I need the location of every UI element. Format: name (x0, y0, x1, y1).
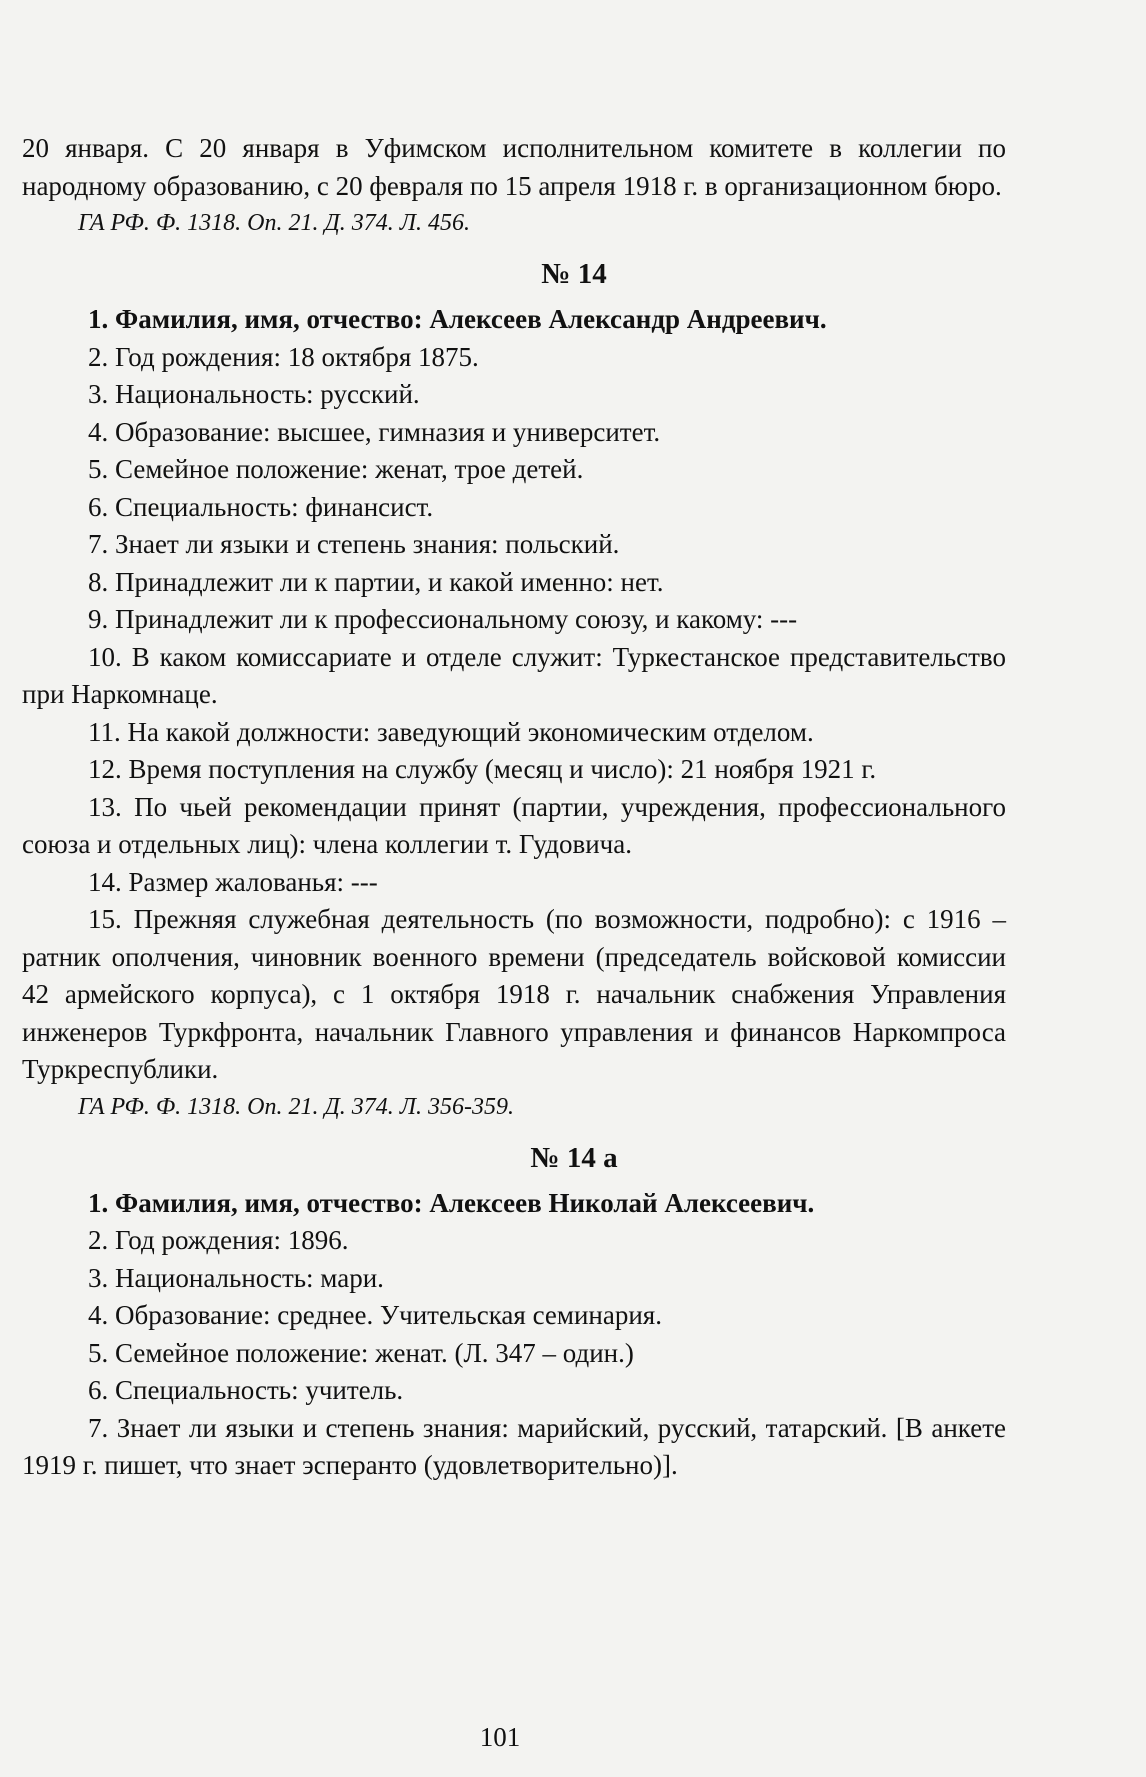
record-14-item-5: 5. Семейное положение: женат, трое детей. (88, 454, 584, 484)
record-14-item-14: 14. Размер жалованья: --- (88, 866, 378, 897)
record-14-heading: № 14 (541, 258, 607, 290)
page-number: 101 (479, 1722, 521, 1752)
record-14-item-9: 9. Принадлежит ли к профессиональному союзу, и какому: --- (88, 604, 798, 634)
record-14-item-8: 8. Принадлежит ли к партии, и какой именно: нет. (88, 566, 664, 597)
intro-source: ГА РФ. Ф. 1318. Оп. 21. Д. 374. Л. 456. (78, 210, 470, 236)
record-14-item-7: 7. Знает ли языки и степень знания: польский. (88, 529, 620, 559)
record-14-item-3: 3. Национальность: русский. (88, 379, 420, 409)
record-14a-item-3: 3. Национальность: мари. (88, 1262, 384, 1293)
record-14-body (22, 301, 1006, 1089)
record-14a-item-2: 2. Год рождения: 1896. (88, 1225, 349, 1255)
record-14a-item-5: 5. Семейное положение: женат. (Л. 347 – один.) (88, 1337, 634, 1368)
record-14a-item-4: 4. Образование: среднее. Учительская семинария. (88, 1300, 662, 1330)
intro-paragraph: 20 января. С 20 января в Уфимском исполнительном комитете в коллегии по народному образованию, с 20 февраля по 15 апреля 1918 г. в организационном бюро. (22, 133, 1006, 201)
record-14-item-2: 2. Год рождения: 18 октября 1875. (88, 341, 479, 372)
record-14-item-10: 10. В каком комиссариате и отделе служит: Туркестанское представительство при Наркомнаце. (22, 641, 1006, 709)
record-14-item-6: 6. Специальность: финансист. (88, 491, 434, 522)
record-14a-item-6: 6. Специальность: учитель. (88, 1375, 404, 1405)
record-14-item-15: 15. Прежняя служебная деятельность (по возможности, подробно): с 1916 – ратник ополчения, чиновник военного времени (председатель войсковой комиссии 42 армейского корпуса), с 1 октября 1918 г. начальник снабжения Управления инженеров Туркфронта, начальник Главного управления и финансов Наркомпроса Туркреспублики. (22, 904, 1006, 1084)
record-14a-heading: № 14 а (530, 1141, 618, 1174)
record-14a-item-7: 7. Знает ли языки и степень знания: марийский, русский, татарский. [В анкете 1919 г. пишет, что знает эсперанто (удовлетворительно)]. (22, 1412, 1006, 1480)
record-14a-item-1: 1. Фамилия, имя, отчество: Алексеев Николай Алексеевич. (88, 1187, 815, 1218)
record-14-item-1: 1. Фамилия, имя, отчество: Алексеев Александр Андреевич. (88, 304, 827, 334)
record-14-item-12: 12. Время поступления на службу (месяц и число): 21 ноября 1921 г. (88, 754, 877, 784)
record-14-source: ГА РФ. Ф. 1318. Оп. 21. Д. 374. Л. 356-359. (78, 1093, 514, 1120)
record-14a-body (22, 1185, 1006, 1485)
record-14-item-13: 13. По чьей рекомендации принят (партии, учреждения, профессионального союза и отдельных лиц): члена коллегии т. Гудовича. (22, 791, 1006, 859)
record-14-item-11: 11. На какой должности: заведующий экономическим отделом. (88, 716, 814, 747)
record-14-item-4: 4. Образование: высшее, гимназия и университет. (88, 416, 661, 447)
